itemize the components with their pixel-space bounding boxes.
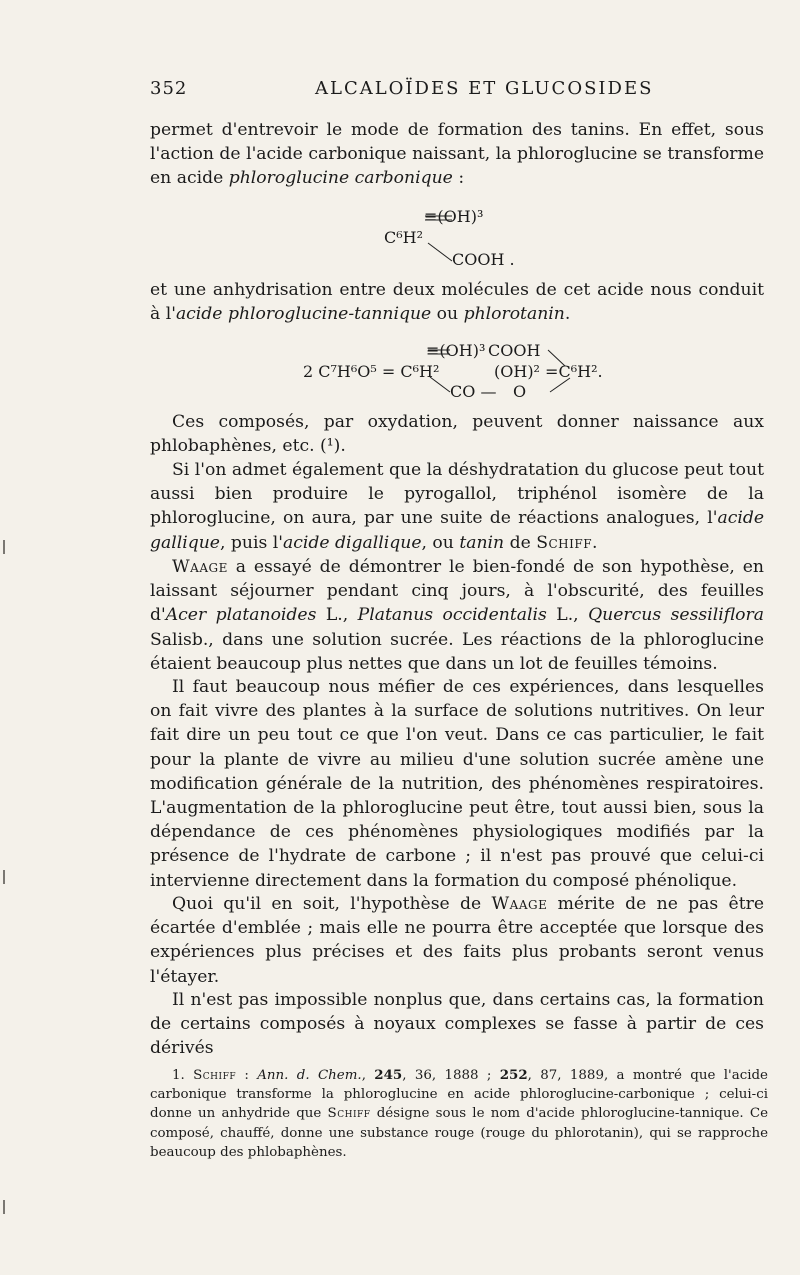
text-span: de <box>504 532 537 553</box>
italic-term: acide gallique <box>150 508 764 553</box>
text-span: : <box>236 1068 258 1083</box>
running-title: ALCALOÏDES ET GLUCOSIDES <box>315 78 654 99</box>
text-span: Il n'est pas impossible nonplus que, dans certains cas, la formation de certains composés à noyaux complexes se fasse à partir de ces dérivés <box>150 990 764 1059</box>
formula2-bottom-b: O <box>513 382 527 401</box>
page-edge-mark <box>3 1200 5 1214</box>
italic-term: acide digallique <box>283 532 422 553</box>
text-span: . <box>592 532 598 553</box>
text-span: : <box>452 168 465 189</box>
text-span: a essayé de démontrer le bien-fondé de son hypothèse, en laissant séjourner pendant cinq jours, à l'obscurité, des feuilles d' <box>150 557 764 626</box>
italic-term: Acer platanoides <box>165 605 317 626</box>
text-span: Il faut beaucoup nous méfier de ces expériences, dans lesquelles on fait vivre des plantes à la surface de solutions nutritives. On leur fait dire un peu tout ce que l'on veut. Dans ce cas particulier, le fait pour la plante de vivre au milieu d'une solution sucrée amène une modification générale de la nutrition, des phénomènes respiratoires. L'augmentation de la phloroglucine peut être, tout aussi bien, sous la dépendance de ces phénomènes physiologiques modifiés par la présence de l'hydrate de carbone ; il n'est pas prouvé que celui-ci intervienne directement dans la formation du composé phénolique. <box>150 677 764 891</box>
formula1-bottom: COOH . <box>452 250 515 269</box>
text-span: , 87, 1889, a montré que l'acide carbonique transforme la phloroglucine en acide phloroglucine-carbonique ; celui-ci donne un anhydride que <box>150 1068 768 1122</box>
formula2-lhs: 2 C⁷H⁶O⁵ = C⁶H² <box>303 362 440 381</box>
text-span: ou <box>431 304 464 325</box>
page-number: 352 <box>150 78 188 99</box>
author-name: Schiff <box>193 1068 237 1083</box>
text-span: Quoi qu'il en soit, l'hypothèse de <box>172 894 492 914</box>
journal-title: Ann. d. Chem. <box>257 1068 362 1083</box>
paragraph-8 <box>150 988 764 1061</box>
paragraph-5 <box>150 555 764 676</box>
formula1-left: C⁶H² <box>384 228 424 247</box>
text-span: , puis l' <box>219 532 283 553</box>
paragraph-7 <box>150 892 764 989</box>
text-span: désigne sous le nom d'acide phloroglucine-tannique. Ce composé, chauffé, donne une substance rouge (rouge du phlorotanin), qui se rapproche beaucoup des phlobaphènes. <box>150 1106 769 1160</box>
author-name: Waage <box>491 894 548 914</box>
author-name: Schiff <box>536 532 593 553</box>
text-span: L., <box>316 605 358 626</box>
italic-term: acide phloroglucine-tannique <box>175 304 432 325</box>
formula1-top: ≡(OH)³ <box>424 207 484 226</box>
paragraph-3 <box>150 410 764 458</box>
footnote-1 <box>150 1066 768 1162</box>
text-span: et une anhydrisation entre deux molécules de cet acide nous conduit à l' <box>150 280 764 325</box>
text-span: Salisb., dans une solution sucrée. Les réactions de la phloroglucine étaient beaucoup plus nettes que dans un lot de feuilles témoins. <box>150 629 764 674</box>
text-span: , 36, 1888 ; <box>402 1068 500 1083</box>
text-span: mérite de ne pas être écartée d'emblée ; mais elle ne pourra être acceptée que lorsque des expériences plus précises et des faits plus probants seront venus l'étayer. <box>150 894 764 987</box>
text-span: , ou <box>421 532 460 553</box>
text-span: , <box>361 1068 375 1083</box>
italic-term: phlorotanin <box>463 304 565 325</box>
text-span: Ces composés, par oxydation, peuvent donner naissance aux phlobaphènes, etc. (¹). <box>150 412 764 457</box>
page-edge-mark <box>3 870 5 884</box>
author-name: Schiff <box>327 1106 371 1122</box>
formula2-top-a: ≡(OH)³ <box>426 341 486 360</box>
volume-number: 252 <box>499 1067 528 1083</box>
author-name: Waage <box>172 557 228 577</box>
italic-term: phloroglucine carbonique <box>228 168 453 189</box>
formula2-mid: (OH)² =C⁶H². <box>494 362 603 381</box>
text-span: Si l'on admet également que la déshydratation du glucose peut tout aussi bien produire le pyrogallol, triphénol isomère de la phloroglucine, on aura, par une suite de réactions analogues, l' <box>150 460 764 529</box>
paragraph-4 <box>150 458 764 555</box>
formula2-bonds <box>0 0 800 420</box>
page-edge-mark <box>3 540 5 554</box>
italic-term: tanin <box>459 532 505 553</box>
paragraph-6 <box>150 675 764 893</box>
italic-term: Platanus occidentalis <box>357 605 547 626</box>
italic-term: Quercus sessiliflora <box>588 605 764 626</box>
volume-number: 245 <box>374 1067 403 1083</box>
formula2-bottom-a: CO — <box>450 382 497 401</box>
text-span: 1. <box>172 1068 194 1083</box>
text-span: . <box>564 304 571 325</box>
text-span: L., <box>546 605 589 626</box>
text-span: permet d'entrevoir le mode de formation des tanins. En effet, sous l'action de l'acide carbonique naissant, la phloroglucine se transforme en acide <box>150 120 764 189</box>
formula2-top-b: COOH <box>488 341 541 360</box>
